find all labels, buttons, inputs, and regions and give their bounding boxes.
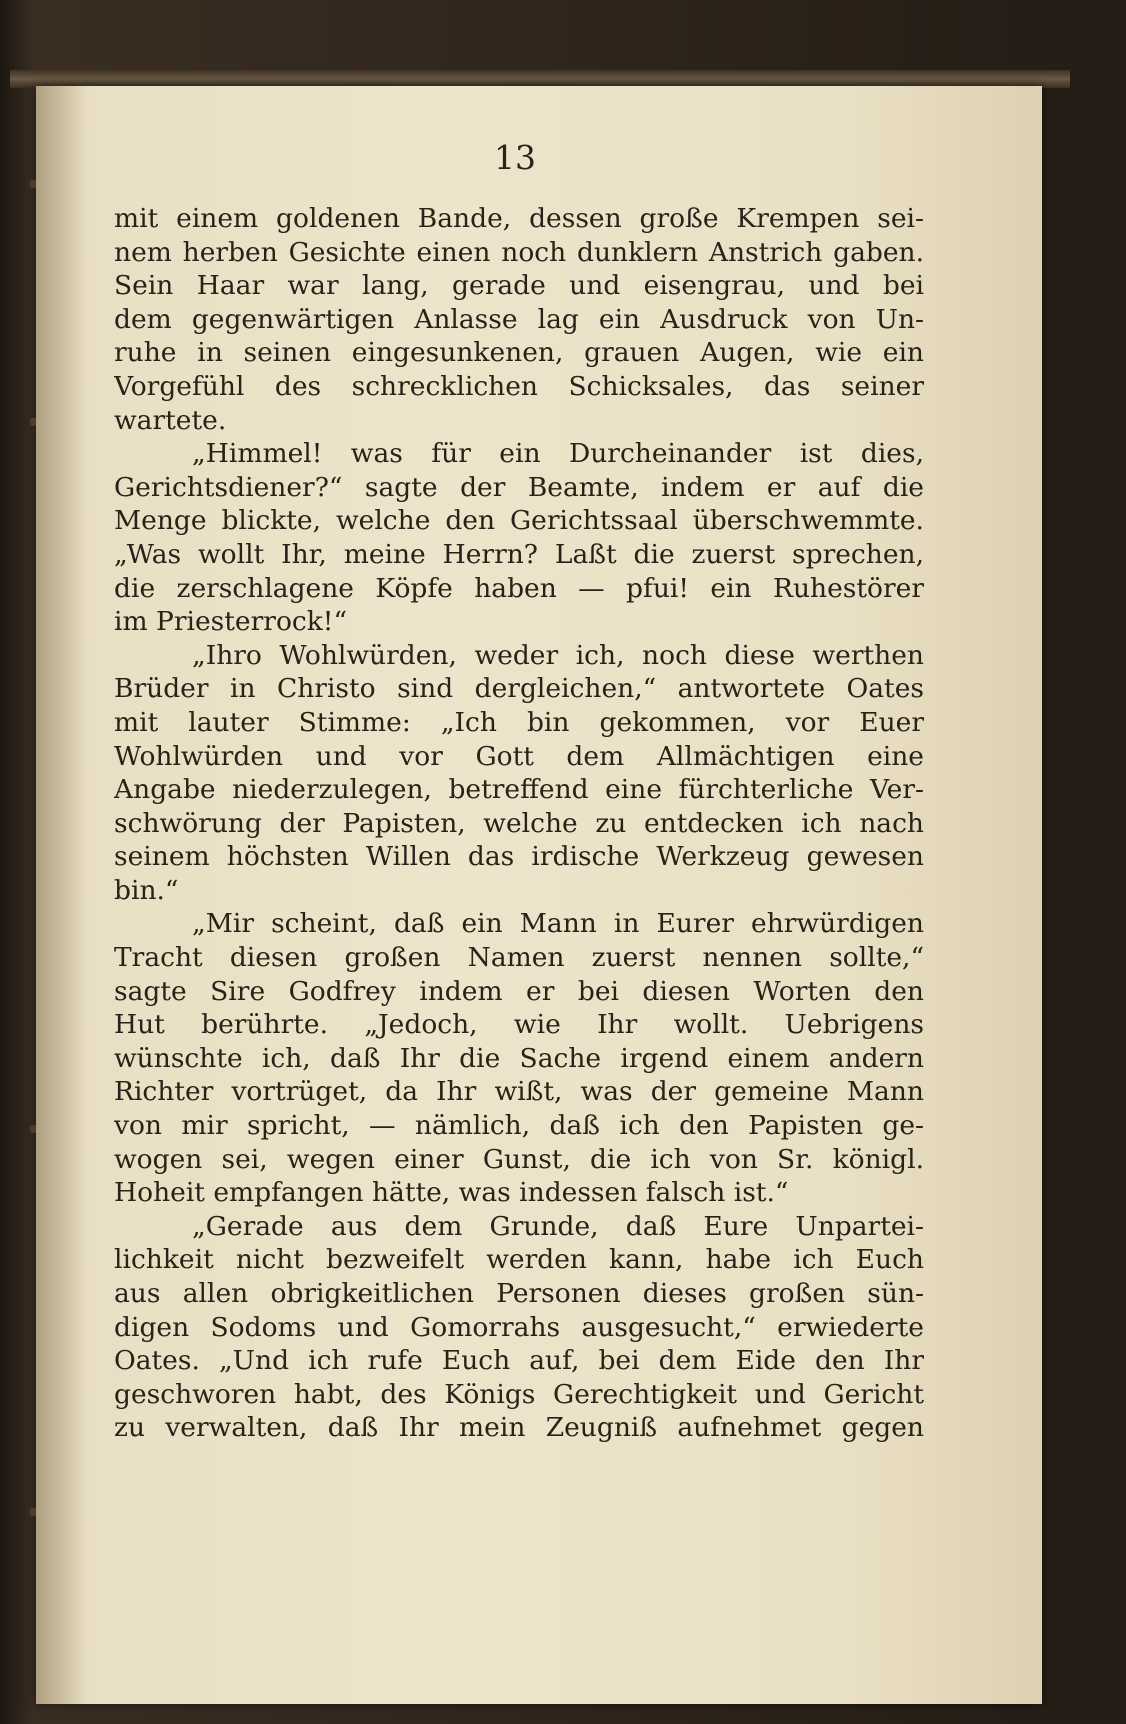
text-line: Gerichtsdiener?“ sagte der Beamte, indem er auf die: [114, 471, 924, 503]
margin-mark: [30, 1508, 36, 1516]
body-text: [114, 202, 924, 1445]
text-line: „Himmel! was für ein Durcheinander ist dies,: [192, 438, 924, 470]
text-line: nem herben Gesichte einen noch dunklern Anstrich gaben.: [114, 236, 924, 268]
text-line: Sein Haar war lang, gerade und eisengrau, und bei: [114, 270, 924, 302]
text-line: ruhe in seinen eingesunkenen, grauen Augen, wie ein: [114, 337, 924, 369]
text-line: Brüder in Christo sind dergleichen,“ antwortete Oates: [114, 673, 924, 705]
text-line: Richter vortrüget, da Ihr wißt, was der gemeine Mann: [114, 1076, 924, 1108]
text-line: lichkeit nicht bezweifelt werden kann, habe ich Euch: [114, 1244, 924, 1276]
text-line: „Gerade aus dem Grunde, daß Eure Unpartei-: [192, 1210, 924, 1242]
text-line: aus allen obrigkeitlichen Personen dieses großen sün-: [114, 1278, 924, 1309]
margin-mark: [30, 1125, 36, 1133]
spine-shadow: [36, 86, 86, 1704]
text-line: Oates. „Und ich rufe Euch auf, bei dem Eide den Ihr: [114, 1345, 924, 1377]
text-line: mit einem goldenen Bande, dessen große Krempen sei-: [114, 203, 924, 234]
text-line: Menge blickte, welche den Gerichtssaal überschwemmte.: [114, 505, 924, 537]
text-line: „Ihro Wohlwürden, weder ich, noch diese werthen: [192, 639, 924, 671]
text-line: Hut berührte. „Jedoch, wie Ihr wollt. Uebrigens: [114, 1009, 924, 1041]
text-line: Angabe niederzulegen, betreffend eine fürchterliche Ver-: [114, 774, 924, 806]
text-line: geschworen habt, des Königs Gerechtigkeit und Gericht: [114, 1378, 924, 1410]
text-line: Wohlwürden und vor Gott dem Allmächtigen eine: [114, 740, 924, 772]
text-line: seinem höchsten Willen das irdische Werkzeug gewesen: [114, 841, 924, 873]
text-line: wogen sei, wegen einer Gunst, die ich von Sr. königl.: [114, 1143, 924, 1175]
margin-mark: [30, 180, 36, 188]
text-line: zu verwalten, daß Ihr mein Zeugniß aufnehmet gegen: [114, 1412, 924, 1444]
text-line: bin.“: [114, 874, 179, 906]
text-line: wartete.: [114, 404, 227, 436]
text-line: die zerschlagene Köpfe haben — pfui! ein Ruhestörer: [114, 572, 924, 604]
text-line: von mir spricht, — nämlich, daß ich den Papisten ge-: [114, 1110, 924, 1142]
text-line: mit lauter Stimme: „Ich bin gekommen, vor Euer: [114, 706, 924, 738]
text-line: „Was wollt Ihr, meine Herrn? Laßt die zuerst sprechen,: [114, 538, 924, 570]
page-number: 13: [494, 138, 536, 177]
text-line: wünschte ich, daß Ihr die Sache irgend einem andern: [114, 1042, 924, 1074]
text-line: sagte Sire Godfrey indem er bei diesen Worten den: [114, 975, 924, 1007]
text-line: Vorgefühl des schrecklichen Schicksales, das seiner: [114, 370, 924, 402]
margin-mark: [30, 418, 36, 426]
text-line: digen Sodoms und Gomorrahs ausgesucht,“ erwiederte: [114, 1311, 924, 1343]
text-line: dem gegenwärtigen Anlasse lag ein Ausdruck von Un-: [114, 303, 924, 335]
text-line: „Mir scheint, daß ein Mann in Eurer ehrwürdigen: [192, 908, 924, 940]
text-line: schwörung der Papisten, welche zu entdecken ich nach: [114, 807, 924, 839]
text-line: Hoheit empfangen hätte, was indessen falsch ist.“: [114, 1177, 789, 1209]
text-line: Tracht diesen großen Namen zuerst nennen sollte,“: [114, 942, 924, 974]
text-line: im Priesterrock!“: [114, 606, 348, 638]
